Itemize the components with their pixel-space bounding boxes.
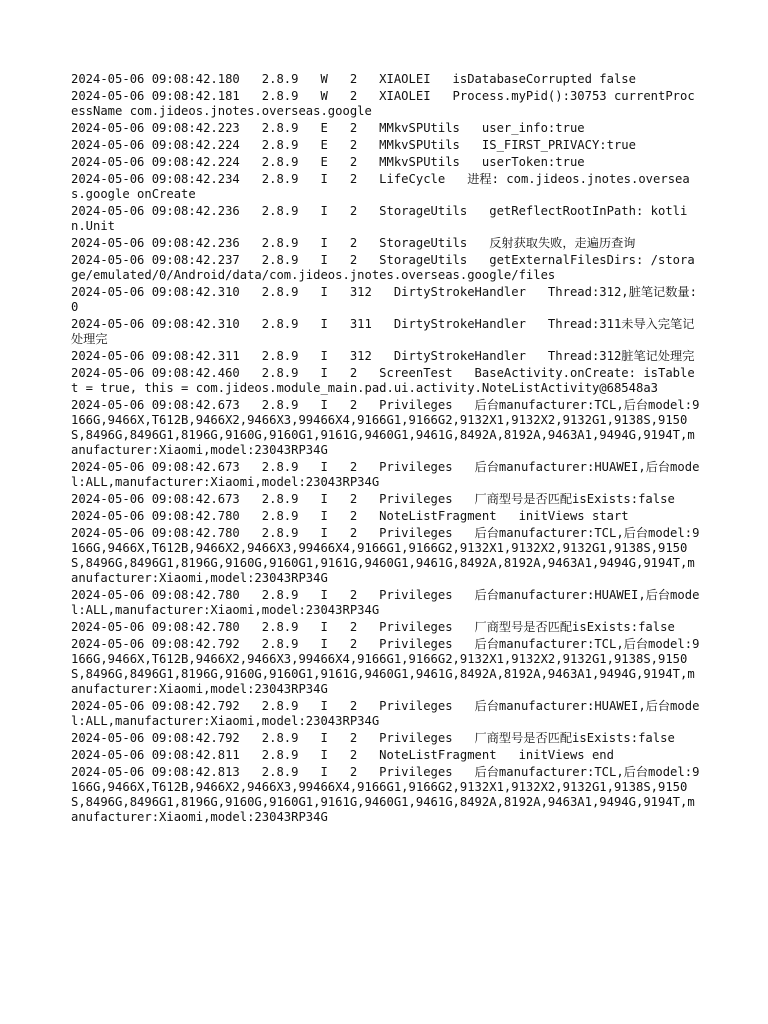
log-entry: 2024-05-06 09:08:42.780 2.8.9 I 2 Privileges 后台manufacturer:TCL,后台model:9166G,9466X,T612B,9466X2,9466X3,99466X4,9166G1,9166G2,9132X1,9132X2,9132G1,9138S,9150S,8496G,8496G1,8196G,9160G,9160G1,9161G,9460G1,9461G,8492A,8192A,9463A1,9494G,9194T,manufacturer:Xiaomi,model:23043RP34G (71, 526, 700, 585)
log-entry: 2024-05-06 09:08:42.811 2.8.9 I 2 NoteListFragment initViews end (71, 748, 614, 762)
log-entry: 2024-05-06 09:08:42.780 2.8.9 I 2 NoteListFragment initViews start (71, 509, 629, 523)
log-entry: 2024-05-06 09:08:42.223 2.8.9 E 2 MMkvSPUtils user_info:true (71, 121, 585, 135)
log-entry: 2024-05-06 09:08:42.780 2.8.9 I 2 Privileges 后台manufacturer:HUAWEI,后台model:ALL,manufacturer:Xiaomi,model:23043RP34G (71, 588, 700, 617)
log-entry: 2024-05-06 09:08:42.673 2.8.9 I 2 Privileges 后台manufacturer:TCL,后台model:9166G,9466X,T612B,9466X2,9466X3,99466X4,9166G1,9166G2,9132X1,9132X2,9132G1,9138S,9150S,8496G,8496G1,8196G,9160G,9160G1,9161G,9460G1,9461G,8492A,8192A,9463A1,9494G,9194T,manufacturer:Xiaomi,model:23043RP34G (71, 398, 700, 457)
log-entry: 2024-05-06 09:08:42.181 2.8.9 W 2 XIAOLEI Process.myPid():30753 currentProcessName com.jideos.jnotes.overseas.google (71, 89, 695, 118)
log-entry: 2024-05-06 09:08:42.236 2.8.9 I 2 StorageUtils getReflectRootInPath: kotlin.Unit (71, 204, 688, 233)
log-entry: 2024-05-06 09:08:42.310 2.8.9 I 311 DirtyStrokeHandler Thread:311未导入完笔记处理完 (71, 317, 695, 346)
log-entry: 2024-05-06 09:08:42.180 2.8.9 W 2 XIAOLEI isDatabaseCorrupted false (71, 72, 636, 86)
log-entry: 2024-05-06 09:08:42.310 2.8.9 I 312 DirtyStrokeHandler Thread:312,脏笔记数量: 0 (71, 285, 705, 314)
log-entry: 2024-05-06 09:08:42.224 2.8.9 E 2 MMkvSPUtils IS_FIRST_PRIVACY:true (71, 138, 636, 152)
log-entry: 2024-05-06 09:08:42.780 2.8.9 I 2 Privileges 厂商型号是否匹配isExists:false (71, 620, 675, 634)
log-entry: 2024-05-06 09:08:42.237 2.8.9 I 2 StorageUtils getExternalFilesDirs: /storage/emulated/0/Android/data/com.jideos.jnotes.overseas.google/files (71, 253, 695, 282)
log-entry: 2024-05-06 09:08:42.673 2.8.9 I 2 Privileges 后台manufacturer:HUAWEI,后台model:ALL,manufacturer:Xiaomi,model:23043RP34G (71, 460, 700, 489)
log-entry: 2024-05-06 09:08:42.224 2.8.9 E 2 MMkvSPUtils userToken:true (71, 155, 585, 169)
log-entry: 2024-05-06 09:08:42.234 2.8.9 I 2 LifeCycle 进程: com.jideos.jnotes.overseas.google onCreate (71, 172, 690, 201)
log-entry: 2024-05-06 09:08:42.813 2.8.9 I 2 Privileges 后台manufacturer:TCL,后台model:9166G,9466X,T612B,9466X2,9466X3,99466X4,9166G1,9166G2,9132X1,9132X2,9132G1,9138S,9150S,8496G,8496G1,8196G,9160G,9160G1,9161G,9460G1,9461G,8492A,8192A,9463A1,9494G,9194T,manufacturer:Xiaomi,model:23043RP34G (71, 765, 700, 824)
log-entry: 2024-05-06 09:08:42.792 2.8.9 I 2 Privileges 厂商型号是否匹配isExists:false (71, 731, 675, 745)
log-entry: 2024-05-06 09:08:42.236 2.8.9 I 2 StorageUtils 反射获取失败，走遍历查询 (71, 236, 636, 250)
log-listing (71, 72, 705, 827)
log-entry: 2024-05-06 09:08:42.673 2.8.9 I 2 Privileges 厂商型号是否匹配isExists:false (71, 492, 675, 506)
log-entry: 2024-05-06 09:08:42.311 2.8.9 I 312 DirtyStrokeHandler Thread:312脏笔记处理完 (71, 349, 695, 363)
log-entry: 2024-05-06 09:08:42.792 2.8.9 I 2 Privileges 后台manufacturer:HUAWEI,后台model:ALL,manufacturer:Xiaomi,model:23043RP34G (71, 699, 700, 728)
log-entry: 2024-05-06 09:08:42.792 2.8.9 I 2 Privileges 后台manufacturer:TCL,后台model:9166G,9466X,T612B,9466X2,9466X3,99466X4,9166G1,9166G2,9132X1,9132X2,9132G1,9138S,9150S,8496G,8496G1,8196G,9160G,9160G1,9161G,9460G1,9461G,8492A,8192A,9463A1,9494G,9194T,manufacturer:Xiaomi,model:23043RP34G (71, 637, 700, 696)
log-entry: 2024-05-06 09:08:42.460 2.8.9 I 2 ScreenTest BaseActivity.onCreate: isTablet = true, this = com.jideos.module_main.pad.ui.activity.NoteListActivity@68548a3 (71, 366, 695, 395)
